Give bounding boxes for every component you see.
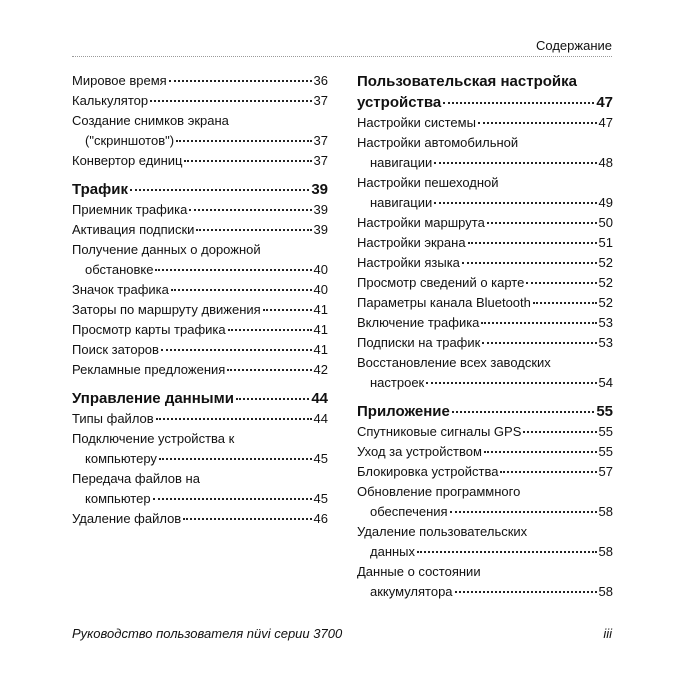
toc-entry-title: настроек — [370, 375, 425, 390]
toc-entry[interactable] — [72, 409, 328, 429]
dot-leader — [523, 431, 596, 433]
toc-page-number: 58 — [598, 504, 613, 519]
dot-leader — [417, 551, 597, 553]
dot-leader — [184, 160, 311, 162]
toc-entry-title: Настройки системы — [357, 115, 476, 130]
dot-leader — [227, 369, 311, 371]
toc-entry-title: Включение трафика — [357, 315, 480, 330]
toc-page-number: 44 — [311, 390, 328, 407]
toc-entry-title: Подписки на трафик — [357, 335, 481, 350]
dot-leader — [159, 458, 312, 460]
toc-page-number: 58 — [598, 584, 613, 599]
toc-entry-title: Просмотр карты трафика — [72, 322, 226, 337]
toc-entry[interactable] — [72, 240, 328, 280]
dot-leader — [533, 302, 597, 304]
toc-entry-title: Типы файлов — [72, 411, 154, 426]
toc-entry[interactable] — [357, 333, 613, 353]
dot-leader — [434, 162, 596, 164]
toc-entry[interactable] — [357, 313, 613, 333]
toc-entry-title: Настройки языка — [357, 255, 460, 270]
dot-leader — [171, 289, 312, 291]
toc-page-number: 37 — [313, 133, 328, 148]
toc-entry[interactable] — [357, 353, 613, 393]
dot-leader — [228, 329, 312, 331]
toc-page-number: 41 — [313, 302, 328, 317]
toc-page-number: 40 — [313, 262, 328, 277]
header-divider — [72, 56, 612, 57]
dot-leader — [161, 349, 312, 351]
toc-entry-title: Настройки пешеходной — [357, 175, 499, 190]
dot-leader — [236, 398, 309, 400]
toc-entry-title: Значок трафика — [72, 282, 169, 297]
dot-leader — [150, 100, 311, 102]
toc-entry-title: навигации — [370, 195, 433, 210]
toc-right-column — [357, 71, 613, 602]
toc-page-number: 39 — [311, 181, 328, 198]
toc-entry-title: Просмотр сведений о карте — [357, 275, 525, 290]
toc-entry[interactable] — [72, 469, 328, 509]
dot-leader — [481, 322, 596, 324]
dot-leader — [426, 382, 596, 384]
toc-page-number: 53 — [598, 315, 613, 330]
toc-page-number: 47 — [596, 94, 613, 111]
toc-entry[interactable] — [72, 280, 328, 300]
dot-leader — [500, 471, 596, 473]
dot-leader — [487, 222, 597, 224]
toc-page-number: 36 — [313, 73, 328, 88]
dot-leader — [455, 591, 597, 593]
toc-entry[interactable] — [357, 213, 613, 233]
toc-entry-title: Настройки автомобильной — [357, 135, 519, 150]
toc-entry[interactable] — [72, 200, 328, 220]
toc-entry[interactable] — [357, 462, 613, 482]
toc-page-number: 57 — [598, 464, 613, 479]
dot-leader — [482, 342, 596, 344]
toc-entry[interactable] — [72, 509, 328, 529]
toc-section-entry[interactable] — [72, 179, 328, 200]
toc-page-number: 37 — [313, 153, 328, 168]
toc-entry-title: Восстановление всех заводских — [357, 355, 551, 370]
running-header-title: Содержание — [536, 38, 612, 53]
toc-entry-title: обстановке — [85, 262, 154, 277]
toc-page-number: 45 — [313, 451, 328, 466]
dot-leader — [478, 122, 597, 124]
toc-entry[interactable] — [72, 320, 328, 340]
dot-leader — [153, 498, 312, 500]
toc-entry[interactable] — [357, 173, 613, 213]
toc-entry-title: Активация подписки — [72, 222, 195, 237]
dot-leader — [462, 262, 597, 264]
toc-section-entry[interactable] — [72, 388, 328, 409]
toc-page-number: 55 — [596, 403, 613, 420]
dot-leader — [526, 282, 596, 284]
dot-leader — [196, 229, 311, 231]
toc-entry-title: Заторы по маршруту движения — [72, 302, 261, 317]
toc-section-entry[interactable] — [357, 71, 613, 113]
dot-leader — [169, 80, 312, 82]
toc-entry[interactable] — [72, 340, 328, 360]
section-gap — [72, 171, 328, 179]
toc-entry-title: Обновление программного — [357, 484, 521, 499]
toc-entry[interactable] — [357, 562, 613, 602]
toc-page-number: 41 — [313, 342, 328, 357]
dot-leader — [434, 202, 596, 204]
toc-page-number: 39 — [313, 222, 328, 237]
toc-entry[interactable] — [72, 429, 328, 469]
toc-entry-title: Поиск заторов — [72, 342, 159, 357]
footer-page-number: iii — [603, 626, 612, 641]
toc-page-number: 55 — [598, 424, 613, 439]
toc-entry[interactable] — [357, 442, 613, 462]
dot-leader — [443, 102, 594, 104]
toc-page-number: 37 — [313, 93, 328, 108]
dot-leader — [155, 269, 311, 271]
toc-entry-title: Создание снимков экрана — [72, 113, 229, 128]
toc-page-number: 44 — [313, 411, 328, 426]
toc-entry-title: Блокировка устройства — [357, 464, 499, 479]
toc-page-number: 55 — [598, 444, 613, 459]
toc-entry-title: Уход за устройством — [357, 444, 482, 459]
toc-entry-title: Настройки маршрута — [357, 215, 485, 230]
toc-entry-title: Передача файлов на — [72, 471, 200, 486]
toc-page-number: 46 — [313, 511, 328, 526]
toc-page-number: 41 — [313, 322, 328, 337]
toc-entry-title: обеспечения — [370, 504, 448, 519]
toc-entry-title: аккумулятора — [370, 584, 453, 599]
dot-leader — [189, 209, 311, 211]
toc-entry[interactable] — [357, 293, 613, 313]
toc-entry-title: Калькулятор — [72, 93, 149, 108]
toc-entry-title: компьютеру — [85, 451, 157, 466]
toc-entry-title: Пользовательская настройка — [357, 73, 577, 90]
toc-entry-title: Управление данными — [72, 390, 234, 407]
toc-page-number: 39 — [313, 202, 328, 217]
dot-leader — [450, 511, 597, 513]
dot-leader — [452, 411, 594, 413]
dot-leader — [176, 140, 311, 142]
toc-entry-title: Приемник трафика — [72, 202, 188, 217]
toc-entry[interactable] — [357, 253, 613, 273]
toc-entry[interactable] — [72, 151, 328, 171]
section-gap — [72, 380, 328, 388]
toc-page-number: 47 — [598, 115, 613, 130]
toc-page-number: 49 — [598, 195, 613, 210]
toc-entry[interactable] — [72, 111, 328, 151]
toc-left-column — [72, 71, 328, 529]
toc-page-number: 48 — [598, 155, 613, 170]
dot-leader — [183, 518, 311, 520]
toc-entry-title: Рекламные предложения — [72, 362, 226, 377]
toc-entry-title: навигации — [370, 155, 433, 170]
toc-entry[interactable] — [357, 482, 613, 522]
toc-entry-title: данных — [370, 544, 416, 559]
section-gap — [357, 393, 613, 401]
toc-entry-title: Настройки экрана — [357, 235, 466, 250]
toc-entry-title: компьютер — [85, 491, 151, 506]
dot-leader — [156, 418, 312, 420]
toc-entry-title: ("скриншотов") — [85, 133, 175, 148]
toc-page-number: 42 — [313, 362, 328, 377]
toc-page-number: 53 — [598, 335, 613, 350]
toc-section-entry[interactable] — [357, 401, 613, 422]
toc-entry[interactable] — [72, 300, 328, 320]
toc-entry-title: устройства — [357, 94, 442, 111]
dot-leader — [263, 309, 312, 311]
toc-page-number: 50 — [598, 215, 613, 230]
toc-entry-title: Конвертор единиц — [72, 153, 183, 168]
toc-entry[interactable] — [72, 360, 328, 380]
dot-leader — [130, 189, 309, 191]
toc-page-number: 58 — [598, 544, 613, 559]
dot-leader — [468, 242, 597, 244]
toc-entry[interactable] — [357, 113, 613, 133]
toc-entry[interactable] — [357, 233, 613, 253]
toc-entry-title: Спутниковые сигналы GPS — [357, 424, 522, 439]
toc-page-number: 52 — [598, 255, 613, 270]
toc-entry[interactable] — [357, 422, 613, 442]
toc-entry[interactable] — [357, 133, 613, 173]
toc-entry[interactable] — [72, 220, 328, 240]
toc-entry[interactable] — [72, 71, 328, 91]
toc-entry-title: Приложение — [357, 403, 450, 420]
toc-entry-title: Удаление пользовательских — [357, 524, 528, 539]
toc-page-number: 51 — [598, 235, 613, 250]
toc-entry-title: Подключение устройства к — [72, 431, 235, 446]
toc-entry-title: Трафик — [72, 181, 128, 198]
toc-entry-title: Параметры канала Bluetooth — [357, 295, 531, 310]
toc-page-number: 52 — [598, 275, 613, 290]
toc-page-number: 40 — [313, 282, 328, 297]
toc-entry[interactable] — [357, 522, 613, 562]
toc-entry[interactable] — [72, 91, 328, 111]
footer-manual-title: Руководство пользователя nüvi серии 3700 — [72, 626, 343, 641]
toc-page-number: 52 — [598, 295, 613, 310]
toc-entry-title: Получение данных о дорожной — [72, 242, 261, 257]
toc-entry-title: Удаление файлов — [72, 511, 182, 526]
toc-page-number: 45 — [313, 491, 328, 506]
dot-leader — [484, 451, 597, 453]
toc-entry-title: Мировое время — [72, 73, 167, 88]
toc-entry-title: Данные о состоянии — [357, 564, 481, 579]
toc-entry[interactable] — [357, 273, 613, 293]
toc-page-number: 54 — [598, 375, 613, 390]
